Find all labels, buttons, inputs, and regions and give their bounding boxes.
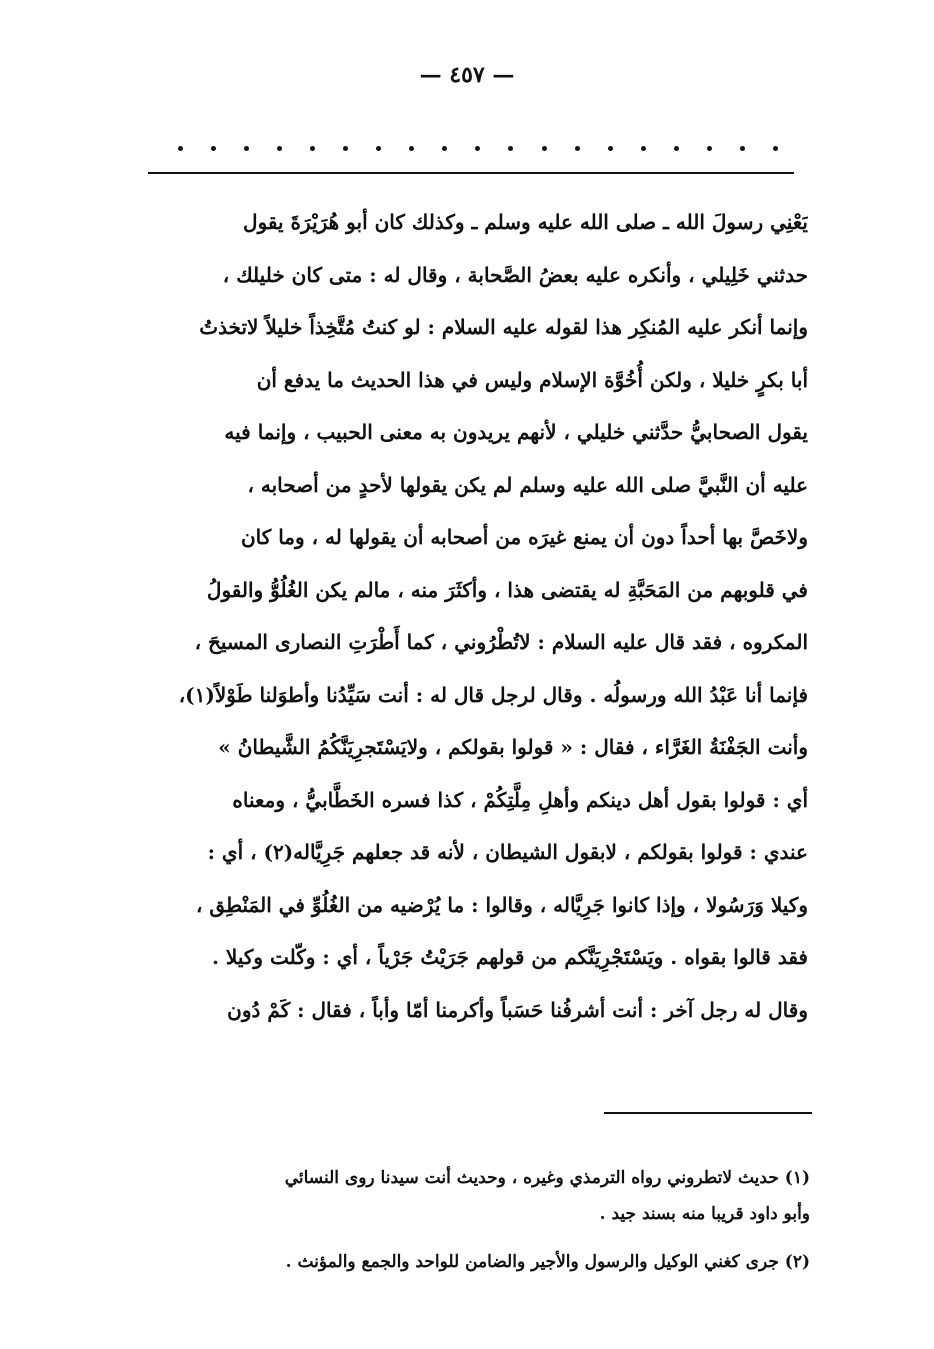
text-line: ولاخَصَّ بها أحداً دون أن يمنع غيرَه من أصحابه أن يقولها له ، وما كان — [240, 525, 808, 549]
ornament-dot — [409, 146, 414, 151]
text-line: في قلوبهم من المَحَبَّةِ له يقتضى هذا ، وأكثَرَ منه ، مالم يكن الغُلُوُّ والقولُ — [206, 577, 808, 602]
text-line: أي : قولوا بقول أهل دينكم وأهلِ مِلَّتِكُمْ ، كذا فسره الخَطَّابيُّ ، ومعناه — [232, 787, 808, 812]
ornament-dot — [674, 146, 679, 151]
text-line: حدثني خَلِيلي ، وأنكره عليه بعضُ الصَّحابة ، وقال له : متى كان خليلك ، — [222, 262, 808, 287]
text-line: فإنما أنا عَبْدُ الله ورسولُه . وقال لرجل قال له : أنت سَيِّدُنا وأطوَلنا طَوْلاً(١)، — [178, 682, 808, 707]
text-line: يقول الصحابيُّ حدَّثني خليلي ، لأنهم يريدون به معنى الحبيب ، وإنما فيه — [224, 420, 808, 444]
ornament-dot — [542, 146, 547, 151]
ornament-dot — [608, 146, 613, 151]
ornament-dot — [277, 146, 282, 151]
footnote-divider — [604, 1112, 812, 1114]
ornament-dot — [343, 146, 348, 151]
ornament-dot — [740, 146, 745, 151]
text-line: عليه أن النَّبيَّ صلى الله عليه وسلم لم يكن يقولها لأحدٍ من أصحابه ، — [247, 472, 808, 497]
ornament-dot — [310, 146, 315, 151]
text-line: وأنت الجَفْنَةُ الغَرَّاء ، فقال : « قولوا بقولكم ، ولايَسْتَجرِيَنَّكُمُ الشَّيطانُ » — [218, 735, 808, 759]
ornament-dot — [178, 146, 183, 151]
body-text — [128, 196, 808, 1036]
ornament-dot — [244, 146, 249, 151]
text-line: وقال له رجل آخر : أنت أشرفُنا حَسَباً وأكرمنا أمّا وأباً ، فقال : كَمْ دُون — [227, 997, 808, 1022]
header-divider — [148, 172, 794, 174]
text-line: عندي : قولوا بقولكم ، لابقول الشيطان ، لأنه قد جعلهم جَرِيَّاله(٢) ، أي : — [207, 840, 808, 864]
text-line: المكروه ، فقد قال عليه السلام : لاتُطْرُوني ، كما أَطْرَتِ النصارى المسيحَ ، — [194, 630, 808, 654]
footnote-gap — [150, 1232, 810, 1244]
ornament-dot — [442, 146, 447, 151]
ornament-dot — [773, 146, 778, 151]
ornament-dot — [211, 146, 216, 151]
ornament-dot — [376, 146, 381, 151]
text-line: فقد قالوا بقواه . ويَسْتَجْرِيَنَّكم من قولهم جَرَيْتُ جَرْياً ، أي : وكّلت وكيلا . — [211, 945, 808, 969]
footnote-1-line-1: (١) حديث لاتطروني رواه الترمذي وغيره ، وحديث أنت سيدنا روى النسائي — [284, 1168, 810, 1188]
text-line: أبا بكرٍ خليلا ، ولكن أُخُوَّة الإسلام وليس في هذا الحديث ما يدفع أن — [256, 367, 808, 392]
ornament-dot — [575, 146, 580, 151]
footnotes — [150, 1160, 810, 1280]
page-number: — ٤٥٧ — — [419, 62, 515, 88]
ornament-dot — [508, 146, 513, 151]
ornament-dot — [475, 146, 480, 151]
text-line: وكيلا وَرَسُولا ، وإذا كانوا جَرِيَّاله ، وقالوا : ما يُرْضيه من الغُلُوِّ في المَنْطِق ، — [196, 892, 808, 917]
ornament-dot — [641, 146, 646, 151]
footnote-1-line-2: وأبو داود قريبا منه بسند جيد . — [599, 1204, 810, 1224]
text-line: وإنما أنكر عليه المُنكِر هذا لقوله عليه السلام : لو كنتُ مُتَّخِذاً خليلاً لاتخذتُ — [199, 315, 808, 339]
footnote-2-line-1: (٢) جرى كغني الوكيل والرسول والأجير والضامن للواحد والجمع والمؤنث . — [285, 1252, 810, 1272]
ornamental-dot-row — [178, 138, 778, 158]
ornament-dot — [707, 146, 712, 151]
text-line: يَعْنِي رسولَ الله ـ صلى الله عليه وسلم ـ وكذلك كان أبو هُرَيْرَةَ يقول — [243, 210, 808, 234]
